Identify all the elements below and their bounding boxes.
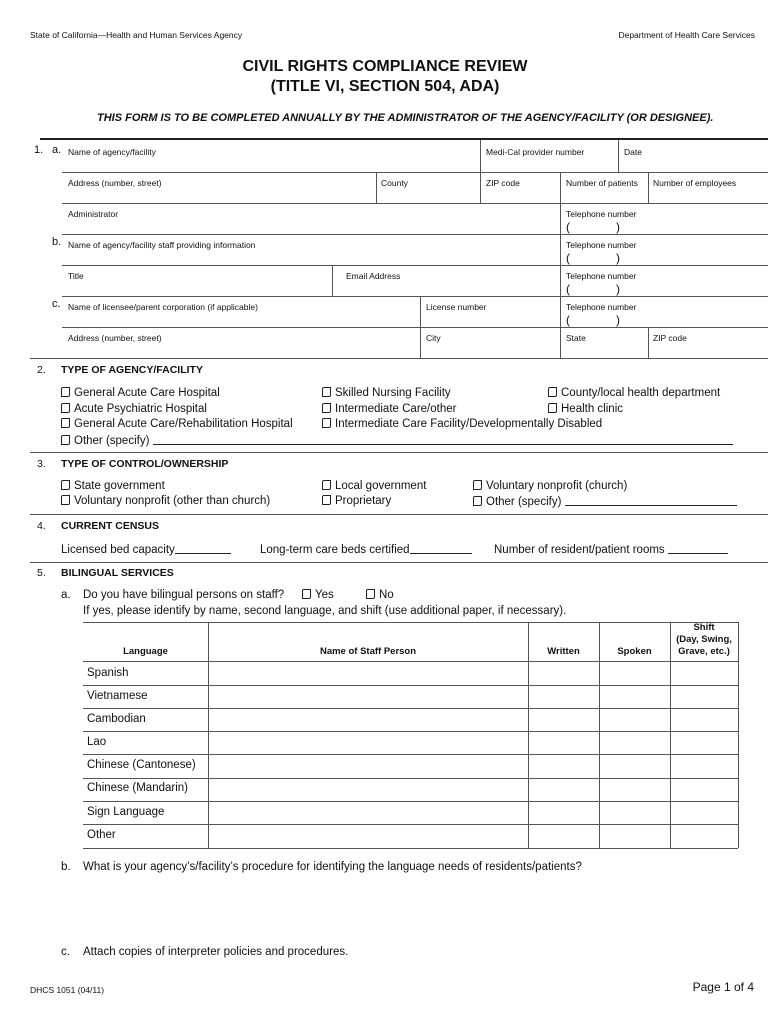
section2-heading: TYPE OF AGENCY/FACILITY	[61, 364, 203, 376]
page-number: Page 1 of 4	[692, 980, 754, 994]
paren-close: )	[616, 282, 620, 296]
divider	[332, 265, 333, 296]
section4-heading: CURRENT CENSUS	[61, 520, 160, 532]
divider	[62, 296, 768, 297]
divider	[420, 296, 421, 327]
option-county-health[interactable]: County/local health department	[548, 387, 720, 399]
divider	[83, 824, 738, 825]
checkbox[interactable]	[322, 480, 331, 490]
checkbox[interactable]	[61, 387, 70, 397]
section4-number: 4.	[37, 520, 46, 532]
city-field[interactable]: City	[426, 333, 441, 343]
divider	[62, 172, 768, 173]
address-field[interactable]: Address (number, street)	[68, 178, 162, 188]
form-subtitle: (TITLE VI, SECTION 504, ADA)	[270, 78, 500, 95]
other-specify-line	[153, 434, 733, 445]
licensee-field[interactable]: Name of licensee/parent corporation (if applicable)	[68, 302, 258, 312]
table-row: Chinese (Cantonese)	[87, 759, 196, 771]
table-row: Lao	[87, 736, 107, 748]
ltc-beds-certified[interactable]: Long-term care beds certified	[260, 543, 472, 556]
divider	[648, 172, 649, 203]
email-field[interactable]: Email Address	[346, 271, 401, 281]
divider	[560, 234, 561, 265]
title-field[interactable]: Title	[68, 271, 84, 281]
divider	[618, 140, 619, 172]
col-written: Written	[547, 646, 580, 657]
divider	[480, 172, 481, 203]
col-shift-sub1: (Day, Swing,	[676, 634, 732, 645]
bilingual-yes[interactable]: Yes	[302, 589, 334, 601]
table-row: Other	[87, 829, 116, 841]
table-row: Spanish	[87, 667, 129, 679]
divider	[83, 778, 738, 779]
checkbox[interactable]	[473, 496, 482, 506]
option-other[interactable]: Other (specify)	[61, 434, 733, 447]
checkbox[interactable]	[61, 435, 70, 445]
option-general-acute[interactable]: General Acute Care Hospital	[61, 387, 220, 399]
divider	[62, 327, 768, 328]
table-row: Sign Language	[87, 806, 165, 818]
interpreter-policies-text: Attach copies of interpreter policies and procedures.	[83, 946, 349, 958]
divider	[30, 514, 768, 515]
option-health-clinic[interactable]: Health clinic	[548, 403, 623, 415]
section5-heading: BILINGUAL SERVICES	[61, 567, 174, 579]
state-field[interactable]: State	[566, 333, 586, 343]
divider	[62, 203, 768, 204]
table-row: Cambodian	[87, 713, 146, 725]
table-row: Vietnamese	[87, 690, 148, 702]
form-instruction: THIS FORM IS TO BE COMPLETED ANNUALLY BY THE ADMINISTRATOR OF THE AGENCY/FACILITY (OR DESIGNEE).	[97, 112, 714, 124]
divider	[560, 203, 561, 234]
divider	[738, 622, 739, 848]
num-employees-field[interactable]: Number of employees	[653, 178, 737, 188]
divider	[420, 327, 421, 358]
administrator-field[interactable]: Administrator	[68, 209, 119, 219]
checkbox[interactable]	[61, 480, 70, 490]
section2-number: 2.	[37, 364, 46, 376]
checkbox[interactable]	[322, 387, 331, 397]
divider	[30, 358, 768, 359]
divider	[83, 848, 738, 849]
paren-open: (	[566, 313, 570, 327]
paren-close: )	[616, 251, 620, 265]
divider	[560, 172, 561, 203]
form-title: CIVIL RIGHTS COMPLIANCE REVIEW	[242, 58, 528, 75]
address2-field[interactable]: Address (number, street)	[68, 333, 162, 343]
license-number-field[interactable]: License number	[426, 302, 487, 312]
county-field[interactable]: County	[381, 178, 408, 188]
col-shift: Shift	[693, 622, 715, 633]
option-state-government[interactable]: State government	[61, 480, 165, 492]
agency-header: State of California—Health and Human Services Agency	[30, 30, 243, 40]
option-icf-dd[interactable]: Intermediate Care Facility/Developmentally Disabled	[322, 418, 602, 430]
paren-close: )	[616, 313, 620, 327]
resident-rooms[interactable]: Number of resident/patient rooms	[494, 543, 728, 556]
bilingual-no[interactable]: No	[366, 589, 394, 601]
divider	[30, 562, 768, 563]
divider	[480, 140, 481, 172]
checkbox[interactable]	[322, 403, 331, 413]
divider	[83, 801, 738, 802]
option-other-ownership[interactable]: Other (specify)	[473, 495, 737, 508]
divider	[560, 265, 561, 296]
divider	[648, 327, 649, 358]
table-row: Chinese (Mandarin)	[87, 782, 188, 794]
section3-number: 3.	[37, 458, 46, 470]
admin-telephone-field[interactable]: Telephone number	[566, 209, 637, 219]
col-language: Language	[123, 646, 168, 657]
divider	[83, 754, 738, 755]
section5b-label: b.	[61, 861, 71, 873]
checkbox[interactable]	[366, 589, 375, 599]
checkbox[interactable]	[61, 403, 70, 413]
staff-name-field[interactable]: Name of agency/facility staff providing information	[68, 240, 256, 250]
section3-heading: TYPE OF CONTROL/OWNERSHIP	[61, 458, 229, 470]
divider	[83, 661, 738, 662]
col-spoken: Spoken	[617, 646, 652, 657]
col-staff-name: Name of Staff Person	[319, 646, 417, 657]
option-nonprofit-church[interactable]: Voluntary nonprofit (church)	[473, 480, 627, 492]
bilingual-instruction: If yes, please identify by name, second language, and shift (use additional paper, if necessary).	[83, 605, 567, 617]
divider	[560, 296, 561, 327]
other-ownership-line	[565, 495, 737, 506]
title-telephone-field[interactable]: Telephone number	[566, 271, 637, 281]
option-local-government[interactable]: Local government	[322, 480, 426, 492]
divider	[62, 265, 768, 266]
staff-telephone-field[interactable]: Telephone number	[566, 240, 637, 250]
section5c-label: c.	[61, 946, 70, 958]
zip2-field[interactable]: ZIP code	[653, 333, 687, 343]
paren-open: (	[566, 220, 570, 234]
checkbox[interactable]	[548, 387, 557, 397]
form-id: DHCS 1051 (04/11)	[30, 985, 105, 995]
checkbox[interactable]	[322, 418, 331, 428]
option-nonprofit-other[interactable]: Voluntary nonprofit (other than church)	[61, 495, 270, 507]
section1-top-rule	[40, 138, 768, 140]
paren-open: (	[566, 251, 570, 265]
option-rehab-hospital[interactable]: General Acute Care/Rehabilitation Hospital	[61, 418, 293, 430]
paren-open: (	[566, 282, 570, 296]
checkbox[interactable]	[473, 480, 482, 490]
divider	[83, 731, 738, 732]
section5a-label: a.	[61, 589, 71, 601]
option-intermediate-care[interactable]: Intermediate Care/other	[322, 403, 456, 415]
divider	[83, 685, 738, 686]
date-field[interactable]: Date	[624, 147, 642, 157]
divider	[560, 327, 561, 358]
divider	[83, 622, 738, 623]
checkbox[interactable]	[548, 403, 557, 413]
divider	[62, 234, 768, 235]
medi-cal-field[interactable]: Medi-Cal provider number	[486, 147, 585, 157]
option-acute-psychiatric[interactable]: Acute Psychiatric Hospital	[61, 403, 207, 415]
bilingual-question: Do you have bilingual persons on staff?	[83, 589, 285, 601]
licensed-bed-capacity[interactable]: Licensed bed capacity	[61, 543, 231, 556]
col-shift-sub2: Grave, etc.)	[678, 646, 730, 657]
checkbox[interactable]	[61, 418, 70, 428]
checkbox[interactable]	[302, 589, 311, 599]
section1b-label: b.	[52, 236, 62, 248]
language-needs-question: What is your agency’s/facility’s procedure for identifying the language needs of residents/patients?	[83, 861, 582, 873]
zip-field[interactable]: ZIP code	[486, 178, 520, 188]
section1c-label: c.	[52, 298, 61, 310]
paren-close: )	[616, 220, 620, 234]
divider	[376, 172, 377, 203]
department-header: Department of Health Care Services	[618, 30, 755, 40]
divider	[30, 452, 768, 453]
option-proprietary[interactable]: Proprietary	[322, 495, 391, 507]
agency-name-field[interactable]: Name of agency/facility	[68, 147, 156, 157]
divider	[83, 708, 738, 709]
num-patients-field[interactable]: Number of patients	[566, 178, 638, 188]
licensee-telephone-field[interactable]: Telephone number	[566, 302, 637, 312]
option-skilled-nursing[interactable]: Skilled Nursing Facility	[322, 387, 451, 399]
section1-number: 1.	[34, 144, 44, 156]
section1a-label: a.	[52, 144, 62, 156]
checkbox[interactable]	[61, 495, 70, 505]
section5-number: 5.	[37, 567, 46, 579]
checkbox[interactable]	[322, 495, 331, 505]
